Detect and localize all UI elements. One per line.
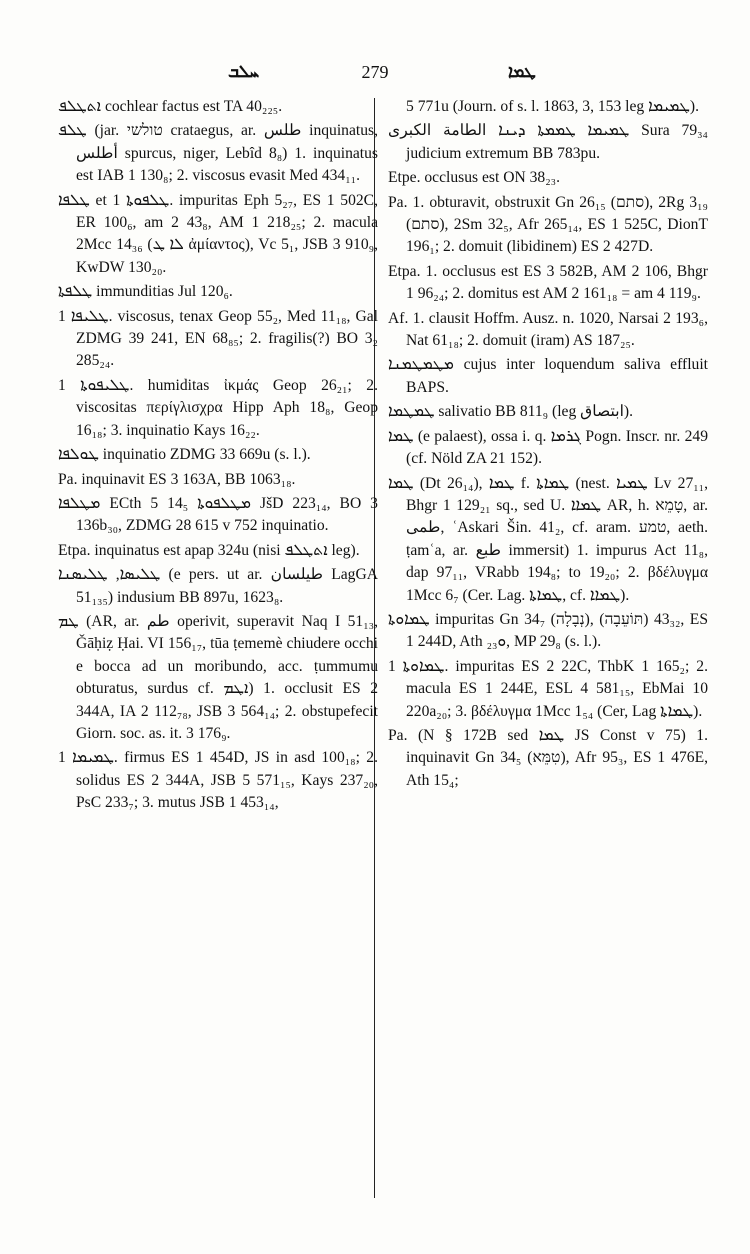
dictionary-entry: ܛܠܝܣܐ, ܛܠܝܣܢܐ (e pers. ut ar. طيلسان LagGA 51₁₃₅) indusium BB 897u, 1623₈. (58, 566, 379, 606)
dictionary-entry: ܛܠܦܬܐ immunditias Jul 120₆. (58, 283, 233, 301)
dictionary-entry: ܐܬܛܠܦ cochlear factus est TA 40₂₂₅. (58, 98, 283, 115)
dictionary-entry: ܛܡܐ (e palaest), ossa i. q. ܓܪܡܐ Pogn. Inscr. nr. 249 (cf. Nöld ZA 21 152). (388, 427, 708, 468)
dictionary-entry: Etpa. inquinatus est apap 324u (nisi ܐܬܛܠܦ leg). (58, 541, 360, 559)
dictionary-entry: Pa. inquinavit ES 3 163A, BB 1063₁₈. (58, 470, 296, 488)
running-head-left: ܚܠܒ (228, 62, 260, 81)
dictionary-entry: ܛܡܐܘܬܐ impuritas Gn 34₇ (נְבָלָה), 43₃₂ (תּוֹעֵבָה), ES 1 244D, Ath ܘ₂₃, MP 29₈ (s. l.). (388, 610, 709, 651)
dictionary-entry: Etpe. occlusus est ON 38₂₃. (388, 169, 560, 187)
page-header (0, 62, 750, 88)
dictionary-entry: ܛܠܝܦܘܬܐ 1. humiditas ἰκμάς Geop 26₂₁; 2. viscositas περίγλισχρα Hipp Aph 18₈, Geop 16₁₈; 3. inquinatio Kays 16₂₂. (58, 376, 378, 439)
dictionary-entry: ܛܠܝܦܐ 1. viscosus, tenax Geop 55₂, Med 11₁₈, Gal ZDMG 39 241, EN 68₈₅; 2. fragilis(?) BO 3₂ 285₂₄. (58, 307, 378, 370)
running-head-right: ܛܡܐ (508, 62, 536, 81)
dictionary-entry: ܛܡܐܘܬܐ 1. impuritas ES 2 22C, ThbK 1 165₂; 2. macula ES 1 244E, ESL 4 581₁₅, EbMai 10 220a₂₀; 3. βδέλυγμα 1Mcc 1₅₄ (Cer, Lag ܛܡܐܬܐ). (388, 657, 708, 720)
dictionary-entry: ܛܡܝܡܐ ܛܡܡܬܐ ܕܝܢܐ الطامة الكبرى Sura 79₃₄ judicium extremum BB 783pu. (388, 122, 708, 162)
dictionary-entry: ܛܘܠܦܐ inquinatio ZDMG 33 669u (s. l.). (58, 446, 311, 464)
dictionary-entry: ܛܠܦܐ et ܛܠܦܘܬܐ 1. impuritas Eph 5₂₇, ES 1 502C, ER 100₆, am 2 43₈, AM 1 218₂₅; 2. macula 2Mcc 14₃₆ (ܠܐ ܛ ἀμίαντος), Vc 5₁, JSB 3 910₉, KwDW 130₂₀. (58, 191, 378, 276)
dictionary-entry: ܛܠܦ (jar. טולשי crataegus, ar. طلس inquinatus, أطلس spurcus, niger, Lebîd 8₈) 1. inquinatus est IAB 1 130₈; 2. viscosus evasit Med 434₁₁. (58, 122, 378, 185)
dictionary-entry: Etpa. 1. occlusus est ES 3 582B, AM 2 106, Bhgr 1 96₂₄; 2. domitus est AM 2 161₁₈ = am 4 119₉. (388, 262, 708, 303)
dictionary-entry: ܡܛܡܛܡܢܐ cujus inter loquendum saliva effluit BAPS. (388, 356, 708, 396)
right-column (388, 96, 708, 794)
dictionary-entry: Af. 1. clausit Hoffm. Ausz. n. 1020, Narsai 2 193₆, Nat 61₁₈; 2. domuit (iram) AS 187₂₅. (388, 309, 708, 350)
dictionary-entry: ܛܡܝܡܐ 1. firmus ES 1 454D, JS in asd 100₁₈; 2. solidus ES 2 344A, JSB 5 571₁₅, Kays 237₂₀, PsC 233₇; 3. mutus JSB 1 453₁₄, (58, 749, 378, 812)
dictionary-entry: Pa. 1. obturavit, obstruxit Gn 26₁₅ (סתם), 2Rg 3₁₉ (סתם), 2Sm 32₅, Afr 265₁₄, ES 1 525C, DionT 196₁; 2. domuit (libidinem) ES 2 427D. (388, 193, 708, 256)
dictionary-entry: ܛܡ (AR, ar. طم operivit, superavit Naq I 51₁₃, Ǧāḥiẓ Ḥai. VI 156₁₇, tūa ṭememè chiudere occhi e bocca ad un moribundo, acc. ṭummumu obturatus, surdus cf. ܐܛܡ) 1. occlusit ES 2 344A, IA 2 112₇₈, JSB 3 564₁₄; 2. obstupefecit Giorn. soc. as. it. 3 176₉. (58, 612, 378, 742)
dictionary-entry: ܛܡܛܡܐ salivatio BB 811₉ (leg ابتصاق). (388, 403, 634, 421)
dictionary-entry: Pa. (N § 172B sed ܛܡܐ JS Const v 75) 1. inquinavit Gn 34₅ (טִמֵּא), Afr 95₃, ES 1 476E, Ath 15₄; (388, 726, 708, 789)
dictionary-entry: ܛܡܐ (Dt 26₁₄), ܛܡܐ f. ܛܡܐܬܐ (nest. ܛܡܝܐ Lv 27₁₁, Bhgr 1 129₂₁ sq., sed U. ܛܡܐܐ AR, h. טָמֵא, ar. طمى, ʿAskari Šin. 41₂, cf. aram. טמע, aeth. ṭamʿa, ar. طبع immersit) 1. impurus Act 11₈, dap 97₁₁, VRabb 194₈; to 19₂₀; 2. βδέλυγμα 1Mcc 6₇ (Cer. Lag. ܛܡܐܬܐ, cf. ܛܡܐܐ). (388, 474, 709, 604)
page-number: 279 (361, 62, 389, 82)
left-column (58, 96, 378, 817)
dictionary-entry: 5 771u (Journ. of s. l. 1863, 3, 153 leg ܛܡܝܡܐ). (406, 98, 699, 115)
dictionary-entry: ܡܛܠܦܐ ECth 5 14₅ ܡܛܠܦܘܬܐ JšD 223₁₄, BO 3 136b₃₀, ZDMG 28 615 v 752 inquinatio. (58, 494, 378, 535)
